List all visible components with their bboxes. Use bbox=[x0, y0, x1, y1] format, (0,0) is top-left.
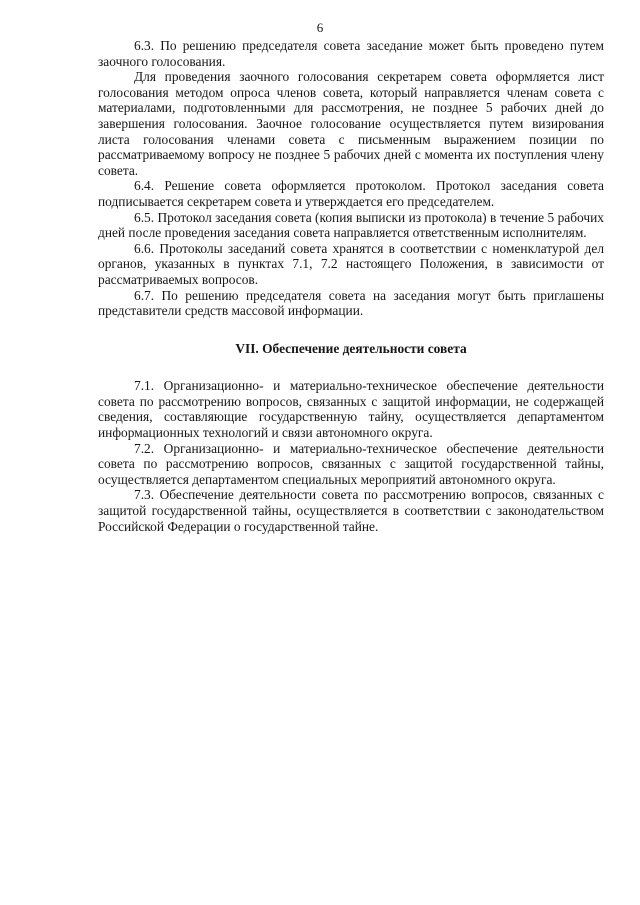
paragraph-6-4: 6.4. Решение совета оформляется протоколом. Протокол заседания совета подписывается секретарем совета и утверждается его председателем. bbox=[98, 178, 604, 209]
paragraph-6-3: 6.3. По решению председателя совета заседание может быть проведено путем заочного голосования. bbox=[98, 38, 604, 69]
section-heading: VII. Обеспечение деятельности совета bbox=[235, 340, 467, 356]
paragraph-7-3: 7.3. Обеспечение деятельности совета по рассмотрению вопросов, связанных с защитой государственной тайны, осуществляется в соответствии с законодательством Российской Федерации о государственной тайне. bbox=[98, 487, 604, 534]
paragraph-6-7: 6.7. По решению председателя совета на заседания могут быть приглашены представители средств массовой информации. bbox=[98, 287, 604, 319]
paragraph-6-5: 6.5. Протокол заседания совета (копия выписки из протокола) в течение 5 рабочих дней после проведения заседания совета направляется ответственным исполнителям. bbox=[98, 209, 604, 241]
paragraph-7-1: 7.1. Организационно- и материально-техническое обеспечение деятельности совета по рассмотрению вопросов, связанных с защитой информации, не содержащей сведения, составляющие государственную тайну, осуществляется департаментом информационных технологий и связи автономного округа. bbox=[98, 378, 604, 441]
paragraph-6-6: 6.6. Протоколы заседаний совета хранятся в соответствии с номенклатурой дел органов, указанных в пунктах 7.1, 7.2 настоящего Положения, в зависимости от рассматриваемых вопросов. bbox=[98, 240, 604, 287]
paragraph-7-2: 7.2. Организационно- и материально-техническое обеспечение деятельности совета по рассмотрению вопросов, связанных с защитой государственной тайны, осуществляется департаментом специальных мероприятий автономного округа. bbox=[98, 440, 604, 487]
document-body bbox=[98, 38, 604, 534]
paragraph-6-3-details: Для проведения заочного голосования секретарем совета оформляется лист голосования методом опроса членов совета, который направляется членам совета с материалами, подготовленными для рассмотрения, не позднее 5 рабочих дней до завершения голосования. Заочное голосование осуществляется путем визирования листа голосования членами совета с письменным выражением позиции по рассматриваемому вопросу не позднее 5 рабочих дней с момента их поступления члену совета. bbox=[98, 69, 604, 178]
page-number: 6 bbox=[316, 20, 324, 35]
